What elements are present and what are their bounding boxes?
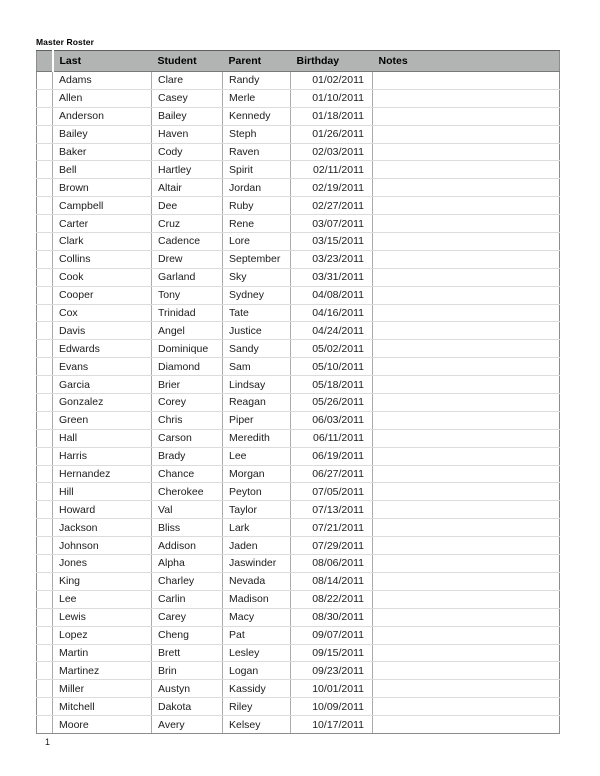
cell-parent: Taylor xyxy=(223,501,291,519)
row-gutter-cell xyxy=(37,268,53,286)
cell-birthday: 08/06/2011 xyxy=(291,555,373,573)
cell-parent: Spirit xyxy=(223,161,291,179)
cell-parent: Madison xyxy=(223,590,291,608)
cell-parent: September xyxy=(223,250,291,268)
cell-last: Hernandez xyxy=(53,465,152,483)
table-row xyxy=(37,107,560,125)
cell-student: Brier xyxy=(152,376,223,394)
table-row xyxy=(37,376,560,394)
column-header-student: Student xyxy=(152,51,223,72)
cell-student: Addison xyxy=(152,537,223,555)
row-gutter-cell xyxy=(37,447,53,465)
cell-notes xyxy=(373,322,560,340)
column-header-last: Last xyxy=(53,51,152,72)
cell-birthday: 03/31/2011 xyxy=(291,268,373,286)
row-gutter-cell xyxy=(37,519,53,537)
table-row xyxy=(37,626,560,644)
row-gutter-cell xyxy=(37,429,53,447)
cell-last: Green xyxy=(53,411,152,429)
cell-parent: Jaswinder xyxy=(223,555,291,573)
cell-last: Moore xyxy=(53,716,152,734)
cell-student: Tony xyxy=(152,286,223,304)
cell-last: Lee xyxy=(53,590,152,608)
cell-parent: Sam xyxy=(223,358,291,376)
cell-last: Martin xyxy=(53,644,152,662)
row-gutter-cell xyxy=(37,644,53,662)
document-title: Master Roster xyxy=(36,37,94,47)
cell-last: Mitchell xyxy=(53,698,152,716)
row-gutter-cell xyxy=(37,107,53,125)
row-gutter-cell xyxy=(37,322,53,340)
cell-birthday: 01/26/2011 xyxy=(291,125,373,143)
table-row xyxy=(37,555,560,573)
cell-parent: Meredith xyxy=(223,429,291,447)
row-gutter-cell xyxy=(37,537,53,555)
cell-birthday: 07/05/2011 xyxy=(291,483,373,501)
cell-parent: Nevada xyxy=(223,572,291,590)
cell-notes xyxy=(373,483,560,501)
cell-birthday: 07/21/2011 xyxy=(291,519,373,537)
table-header-row xyxy=(37,51,560,72)
cell-birthday: 09/07/2011 xyxy=(291,626,373,644)
table-row xyxy=(37,215,560,233)
cell-parent: Macy xyxy=(223,608,291,626)
cell-last: Campbell xyxy=(53,197,152,215)
table-row xyxy=(37,394,560,412)
cell-student: Cherokee xyxy=(152,483,223,501)
cell-birthday: 08/30/2011 xyxy=(291,608,373,626)
cell-last: Martinez xyxy=(53,662,152,680)
cell-parent: Lindsay xyxy=(223,376,291,394)
cell-notes xyxy=(373,233,560,251)
cell-last: Howard xyxy=(53,501,152,519)
table-row xyxy=(37,608,560,626)
row-gutter-cell xyxy=(37,304,53,322)
cell-birthday: 03/23/2011 xyxy=(291,250,373,268)
cell-notes xyxy=(373,429,560,447)
cell-student: Garland xyxy=(152,268,223,286)
cell-notes xyxy=(373,608,560,626)
row-gutter-cell xyxy=(37,89,53,107)
cell-student: Cadence xyxy=(152,233,223,251)
cell-birthday: 04/24/2011 xyxy=(291,322,373,340)
row-gutter-cell xyxy=(37,197,53,215)
cell-last: Garcia xyxy=(53,376,152,394)
cell-student: Carson xyxy=(152,429,223,447)
table-row xyxy=(37,519,560,537)
cell-last: Miller xyxy=(53,680,152,698)
cell-last: Carter xyxy=(53,215,152,233)
cell-notes xyxy=(373,555,560,573)
cell-birthday: 06/11/2011 xyxy=(291,429,373,447)
cell-notes xyxy=(373,340,560,358)
cell-last: Bell xyxy=(53,161,152,179)
cell-notes xyxy=(373,537,560,555)
cell-notes xyxy=(373,268,560,286)
cell-parent: Raven xyxy=(223,143,291,161)
cell-birthday: 10/01/2011 xyxy=(291,680,373,698)
cell-student: Avery xyxy=(152,716,223,734)
cell-birthday: 06/27/2011 xyxy=(291,465,373,483)
cell-notes xyxy=(373,143,560,161)
cell-student: Austyn xyxy=(152,680,223,698)
table-row xyxy=(37,179,560,197)
cell-birthday: 07/29/2011 xyxy=(291,537,373,555)
header-gutter-cell xyxy=(37,51,53,72)
cell-student: Trinidad xyxy=(152,304,223,322)
cell-birthday: 09/23/2011 xyxy=(291,662,373,680)
cell-notes xyxy=(373,411,560,429)
cell-student: Charley xyxy=(152,572,223,590)
cell-birthday: 02/11/2011 xyxy=(291,161,373,179)
cell-parent: Logan xyxy=(223,662,291,680)
cell-birthday: 03/15/2011 xyxy=(291,233,373,251)
row-gutter-cell xyxy=(37,143,53,161)
row-gutter-cell xyxy=(37,662,53,680)
cell-last: Harris xyxy=(53,447,152,465)
cell-parent: Peyton xyxy=(223,483,291,501)
cell-last: Baker xyxy=(53,143,152,161)
cell-student: Casey xyxy=(152,89,223,107)
cell-student: Dakota xyxy=(152,698,223,716)
cell-notes xyxy=(373,215,560,233)
cell-last: Cooper xyxy=(53,286,152,304)
table-row xyxy=(37,447,560,465)
row-gutter-cell xyxy=(37,555,53,573)
cell-notes xyxy=(373,465,560,483)
cell-parent: Tate xyxy=(223,304,291,322)
cell-parent: Lore xyxy=(223,233,291,251)
cell-parent: Steph xyxy=(223,125,291,143)
cell-last: Allen xyxy=(53,89,152,107)
cell-last: Evans xyxy=(53,358,152,376)
cell-last: Bailey xyxy=(53,125,152,143)
cell-notes xyxy=(373,107,560,125)
table-row xyxy=(37,143,560,161)
cell-student: Cody xyxy=(152,143,223,161)
cell-birthday: 02/19/2011 xyxy=(291,179,373,197)
cell-birthday: 05/10/2011 xyxy=(291,358,373,376)
row-gutter-cell xyxy=(37,179,53,197)
cell-last: Anderson xyxy=(53,107,152,125)
cell-last: Cook xyxy=(53,268,152,286)
cell-notes xyxy=(373,447,560,465)
cell-last: Adams xyxy=(53,72,152,90)
cell-student: Bailey xyxy=(152,107,223,125)
table-row xyxy=(37,233,560,251)
table-row xyxy=(37,644,560,662)
cell-notes xyxy=(373,501,560,519)
cell-birthday: 08/14/2011 xyxy=(291,572,373,590)
row-gutter-cell xyxy=(37,376,53,394)
cell-notes xyxy=(373,179,560,197)
table-row xyxy=(37,89,560,107)
cell-student: Clare xyxy=(152,72,223,90)
table-row xyxy=(37,662,560,680)
table-row xyxy=(37,501,560,519)
cell-birthday: 05/18/2011 xyxy=(291,376,373,394)
table-row xyxy=(37,537,560,555)
cell-parent: Lark xyxy=(223,519,291,537)
cell-birthday: 10/09/2011 xyxy=(291,698,373,716)
cell-birthday: 07/13/2011 xyxy=(291,501,373,519)
cell-birthday: 01/10/2011 xyxy=(291,89,373,107)
cell-parent: Sky xyxy=(223,268,291,286)
cell-student: Bliss xyxy=(152,519,223,537)
cell-notes xyxy=(373,358,560,376)
table-row xyxy=(37,698,560,716)
cell-last: Clark xyxy=(53,233,152,251)
cell-parent: Merle xyxy=(223,89,291,107)
table-row xyxy=(37,304,560,322)
cell-birthday: 02/03/2011 xyxy=(291,143,373,161)
cell-birthday: 02/27/2011 xyxy=(291,197,373,215)
table-row xyxy=(37,268,560,286)
row-gutter-cell xyxy=(37,215,53,233)
cell-notes xyxy=(373,626,560,644)
cell-last: Gonzalez xyxy=(53,394,152,412)
row-gutter-cell xyxy=(37,698,53,716)
table-row xyxy=(37,465,560,483)
cell-notes xyxy=(373,519,560,537)
cell-last: Collins xyxy=(53,250,152,268)
table-row xyxy=(37,72,560,90)
table-row xyxy=(37,322,560,340)
column-header-birthday: Birthday xyxy=(291,51,373,72)
cell-notes xyxy=(373,304,560,322)
cell-student: Brett xyxy=(152,644,223,662)
cell-parent: Reagan xyxy=(223,394,291,412)
cell-student: Dominique xyxy=(152,340,223,358)
cell-parent: Jaden xyxy=(223,537,291,555)
cell-last: King xyxy=(53,572,152,590)
cell-birthday: 01/02/2011 xyxy=(291,72,373,90)
table-row xyxy=(37,286,560,304)
row-gutter-cell xyxy=(37,72,53,90)
cell-last: Davis xyxy=(53,322,152,340)
row-gutter-cell xyxy=(37,125,53,143)
cell-last: Hall xyxy=(53,429,152,447)
cell-birthday: 01/18/2011 xyxy=(291,107,373,125)
cell-student: Dee xyxy=(152,197,223,215)
cell-birthday: 05/02/2011 xyxy=(291,340,373,358)
table-row xyxy=(37,572,560,590)
row-gutter-cell xyxy=(37,501,53,519)
cell-student: Chris xyxy=(152,411,223,429)
row-gutter-cell xyxy=(37,250,53,268)
row-gutter-cell xyxy=(37,680,53,698)
row-gutter-cell xyxy=(37,465,53,483)
cell-student: Alpha xyxy=(152,555,223,573)
row-gutter-cell xyxy=(37,716,53,734)
table-row xyxy=(37,161,560,179)
cell-birthday: 04/16/2011 xyxy=(291,304,373,322)
cell-student: Haven xyxy=(152,125,223,143)
row-gutter-cell xyxy=(37,161,53,179)
row-gutter-cell xyxy=(37,340,53,358)
cell-student: Carey xyxy=(152,608,223,626)
cell-birthday: 08/22/2011 xyxy=(291,590,373,608)
cell-notes xyxy=(373,250,560,268)
cell-student: Carlin xyxy=(152,590,223,608)
cell-parent: Justice xyxy=(223,322,291,340)
row-gutter-cell xyxy=(37,483,53,501)
cell-notes xyxy=(373,89,560,107)
column-header-notes: Notes xyxy=(373,51,560,72)
row-gutter-cell xyxy=(37,358,53,376)
cell-notes xyxy=(373,662,560,680)
table-row xyxy=(37,411,560,429)
cell-student: Cruz xyxy=(152,215,223,233)
cell-student: Hartley xyxy=(152,161,223,179)
page-number: 1 xyxy=(45,737,51,747)
table-row xyxy=(37,125,560,143)
cell-last: Lopez xyxy=(53,626,152,644)
cell-notes xyxy=(373,72,560,90)
table-row xyxy=(37,590,560,608)
cell-notes xyxy=(373,376,560,394)
cell-birthday: 06/19/2011 xyxy=(291,447,373,465)
roster-table-body xyxy=(37,72,560,734)
row-gutter-cell xyxy=(37,411,53,429)
table-row xyxy=(37,340,560,358)
cell-parent: Riley xyxy=(223,698,291,716)
table-row xyxy=(37,250,560,268)
roster-table xyxy=(36,50,560,734)
cell-notes xyxy=(373,197,560,215)
cell-birthday: 05/26/2011 xyxy=(291,394,373,412)
table-row xyxy=(37,716,560,734)
row-gutter-cell xyxy=(37,626,53,644)
cell-parent: Sandy xyxy=(223,340,291,358)
cell-birthday: 04/08/2011 xyxy=(291,286,373,304)
cell-last: Edwards xyxy=(53,340,152,358)
cell-student: Altair xyxy=(152,179,223,197)
cell-student: Angel xyxy=(152,322,223,340)
cell-student: Brady xyxy=(152,447,223,465)
cell-birthday: 09/15/2011 xyxy=(291,644,373,662)
cell-last: Jackson xyxy=(53,519,152,537)
cell-notes xyxy=(373,644,560,662)
cell-parent: Piper xyxy=(223,411,291,429)
table-row xyxy=(37,483,560,501)
cell-parent: Morgan xyxy=(223,465,291,483)
cell-parent: Kennedy xyxy=(223,107,291,125)
cell-birthday: 03/07/2011 xyxy=(291,215,373,233)
cell-parent: Rene xyxy=(223,215,291,233)
cell-notes xyxy=(373,716,560,734)
cell-birthday: 06/03/2011 xyxy=(291,411,373,429)
cell-birthday: 10/17/2011 xyxy=(291,716,373,734)
cell-parent: Lee xyxy=(223,447,291,465)
cell-last: Johnson xyxy=(53,537,152,555)
cell-parent: Kassidy xyxy=(223,680,291,698)
cell-parent: Ruby xyxy=(223,197,291,215)
cell-notes xyxy=(373,590,560,608)
cell-notes xyxy=(373,680,560,698)
cell-last: Jones xyxy=(53,555,152,573)
cell-student: Corey xyxy=(152,394,223,412)
cell-parent: Jordan xyxy=(223,179,291,197)
table-row xyxy=(37,680,560,698)
cell-notes xyxy=(373,161,560,179)
row-gutter-cell xyxy=(37,608,53,626)
column-header-parent: Parent xyxy=(223,51,291,72)
table-row xyxy=(37,358,560,376)
cell-notes xyxy=(373,698,560,716)
row-gutter-cell xyxy=(37,572,53,590)
cell-notes xyxy=(373,286,560,304)
cell-parent: Lesley xyxy=(223,644,291,662)
cell-student: Drew xyxy=(152,250,223,268)
row-gutter-cell xyxy=(37,590,53,608)
row-gutter-cell xyxy=(37,286,53,304)
cell-last: Cox xyxy=(53,304,152,322)
row-gutter-cell xyxy=(37,394,53,412)
cell-notes xyxy=(373,394,560,412)
cell-parent: Pat xyxy=(223,626,291,644)
cell-student: Chance xyxy=(152,465,223,483)
cell-last: Hill xyxy=(53,483,152,501)
cell-student: Cheng xyxy=(152,626,223,644)
cell-parent: Sydney xyxy=(223,286,291,304)
cell-notes xyxy=(373,572,560,590)
cell-student: Val xyxy=(152,501,223,519)
row-gutter-cell xyxy=(37,233,53,251)
cell-student: Brin xyxy=(152,662,223,680)
table-row xyxy=(37,197,560,215)
cell-student: Diamond xyxy=(152,358,223,376)
cell-parent: Randy xyxy=(223,72,291,90)
cell-parent: Kelsey xyxy=(223,716,291,734)
cell-notes xyxy=(373,125,560,143)
cell-last: Brown xyxy=(53,179,152,197)
cell-last: Lewis xyxy=(53,608,152,626)
table-row xyxy=(37,429,560,447)
